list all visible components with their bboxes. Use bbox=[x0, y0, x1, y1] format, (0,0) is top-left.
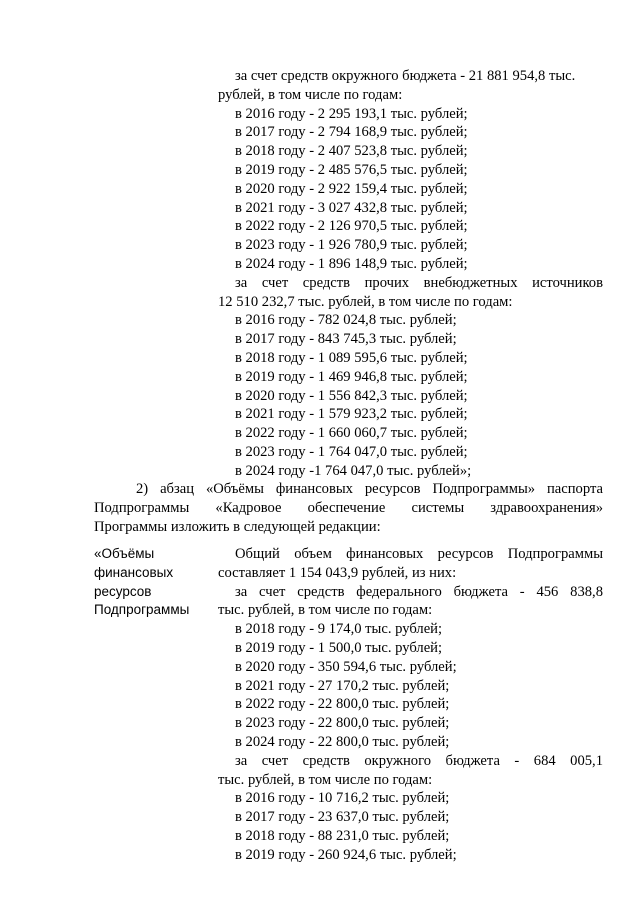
year-amount-line: в 2020 году - 2 922 159,4 тыс. рублей; bbox=[235, 180, 468, 197]
year-amount-line: в 2018 году - 9 174,0 тыс. рублей; bbox=[235, 621, 443, 638]
year-amount-line: в 2021 году - 3 027 432,8 тыс. рублей; bbox=[235, 199, 468, 216]
year-amount-line: в 2017 году - 23 637,0 тыс. рублей; bbox=[235, 809, 450, 826]
okrug-intro-line-2: рублей, в том числе по годам: bbox=[218, 86, 403, 103]
year-amount-line: в 2021 году - 27 170,2 тыс. рублей; bbox=[235, 677, 450, 694]
year-amount-line: в 2019 году - 2 485 576,5 тыс. рублей; bbox=[235, 161, 468, 178]
other-sources-intro-line: за счет средств прочих внебюджетных источников bbox=[235, 274, 603, 291]
year-amount-line: в 2023 году - 22 800,0 тыс. рублей; bbox=[235, 715, 450, 732]
amendment-line-1: 2) абзац «Объёмы финансовых ресурсов Подпрограммы» паспорта bbox=[136, 481, 603, 497]
funding-continuation-block bbox=[218, 67, 603, 481]
amendment-line-2: Подпрограммы «Кадровое обеспечение системы здравоохранения» bbox=[94, 499, 603, 516]
year-amount-line: в 2020 году - 1 556 842,3 тыс. рублей; bbox=[235, 387, 468, 404]
table-label-line: Подпрограммы bbox=[94, 602, 190, 618]
amendment-line-3: Программы изложить в следующей редакции: bbox=[94, 518, 381, 535]
other-sources-intro-line-2: 12 510 232,7 тыс. рублей, в том числе по годам: bbox=[218, 293, 513, 310]
table-label-line: «Объёмы bbox=[94, 546, 155, 561]
year-amount-line: в 2022 году - 1 660 060,7 тыс. рублей; bbox=[235, 425, 468, 442]
year-amount-line: в 2017 году - 843 745,3 тыс. рублей; bbox=[235, 331, 457, 348]
table-label-line: финансовых bbox=[94, 564, 174, 580]
amendment-paragraph bbox=[94, 480, 603, 536]
okrug-intro-line: за счет средств окружного бюджета - 21 881 954,8 тыс. bbox=[235, 68, 576, 84]
year-amount-line: в 2016 году - 2 295 193,1 тыс. рублей; bbox=[235, 105, 468, 122]
year-amount-line: в 2019 году - 260 924,6 тыс. рублей; bbox=[235, 846, 457, 863]
table-okrug-years-list bbox=[218, 789, 603, 864]
year-amount-line: в 2022 году - 2 126 970,5 тыс. рублей; bbox=[235, 218, 468, 235]
year-amount-line: в 2018 году - 2 407 523,8 тыс. рублей; bbox=[235, 143, 468, 160]
year-amount-line: в 2024 году - 1 896 148,9 тыс. рублей; bbox=[235, 255, 468, 272]
table-content-cell bbox=[218, 545, 603, 865]
year-amount-line: в 2021 году - 1 579 923,2 тыс. рублей; bbox=[235, 406, 468, 423]
okrug-years-list bbox=[218, 105, 603, 274]
other-years-list bbox=[218, 311, 603, 480]
year-amount-line: в 2019 году - 1 469 946,8 тыс. рублей; bbox=[235, 368, 468, 385]
year-amount-line: в 2019 году - 1 500,0 тыс. рублей; bbox=[235, 639, 443, 656]
year-amount-line: в 2023 году - 1 764 047,0 тыс. рублей; bbox=[235, 443, 468, 460]
total-line-2: составляет 1 154 043,9 рублей, из них: bbox=[218, 564, 457, 581]
year-amount-line: в 2022 году - 22 800,0 тыс. рублей; bbox=[235, 696, 450, 713]
total-line-1: Общий объем финансовых ресурсов Подпрограммы bbox=[235, 546, 603, 562]
table-okrug-line-2: тыс. рублей, в том числе по годам: bbox=[218, 771, 433, 788]
year-amount-line: в 2018 году - 1 089 595,6 тыс. рублей; bbox=[235, 349, 468, 366]
year-amount-line: в 2016 году - 782 024,8 тыс. рублей; bbox=[235, 312, 457, 329]
year-amount-line: в 2016 году - 10 716,2 тыс. рублей; bbox=[235, 790, 450, 807]
table-label-line: ресурсов bbox=[94, 583, 152, 599]
year-amount-line: в 2020 году - 350 594,6 тыс. рублей; bbox=[235, 658, 457, 675]
table-label-cell bbox=[94, 545, 209, 620]
federal-line-1: за счет средств федерального бюджета - 456 838,8 bbox=[235, 583, 603, 600]
year-amount-line: в 2018 году - 88 231,0 тыс. рублей; bbox=[235, 827, 450, 844]
year-amount-line: в 2023 году - 1 926 780,9 тыс. рублей; bbox=[235, 237, 468, 254]
table-okrug-line-1: за счет средств окружного бюджета - 684 005,1 bbox=[235, 752, 603, 769]
year-amount-line: в 2017 году - 2 794 168,9 тыс. рублей; bbox=[235, 124, 468, 141]
federal-line-2: тыс. рублей, в том числе по годам: bbox=[218, 602, 433, 619]
year-amount-line: в 2024 году - 22 800,0 тыс. рублей; bbox=[235, 733, 450, 750]
federal-years-list bbox=[218, 620, 603, 752]
year-amount-line: в 2024 году -1 764 047,0 тыс. рублей»; bbox=[235, 462, 472, 479]
